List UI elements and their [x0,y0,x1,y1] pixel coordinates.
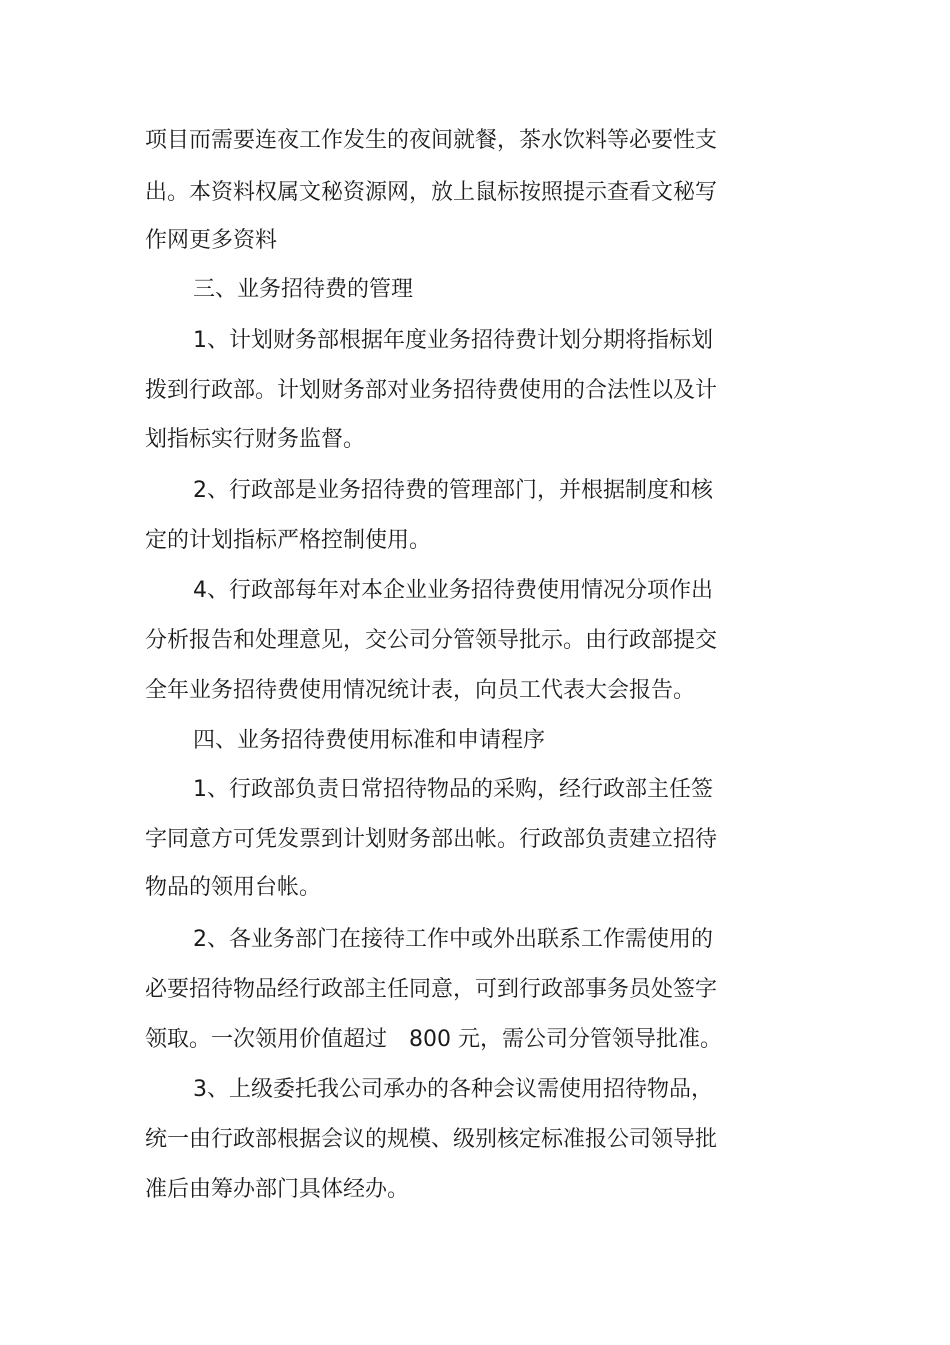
text-line: 全年业务招待费使用情况统计表，向员工代表大会报告。 [145,678,696,703]
text-line: 准后由筹办部门具体经办。 [145,1177,410,1202]
section-heading: 四、业务招待费使用标准和申请程序 [193,728,546,753]
text-line: 拨到行政部。计划财务部对业务招待费使用的合法性以及计 [145,378,718,403]
text-line: 1、计划财务部根据年度业务招待费计划分期将指标划 [193,328,713,353]
text-line: 必要招待物品经行政部主任同意，可到行政部事务员处签字 [145,977,718,1002]
section-heading: 三、业务招待费的管理 [193,277,414,302]
text-line: 作网更多资料 [145,228,278,253]
text-line: 定的计划指标严格控制使用。 [145,528,432,553]
text-line: 项目而需要连夜工作发生的夜间就餐，茶水饮料等必要性支 [145,128,718,153]
text-line: 3、上级委托我公司承办的各种会议需使用招待物品， [193,1077,713,1102]
text-line: 划指标实行财务监督。 [145,427,366,452]
text-line: 字同意方可凭发票到计划财务部出帐。行政部负责建立招待 [145,827,718,852]
text-line: 出。本资料权属文秘资源网，放上鼠标按照提示查看文秘写 [145,180,718,205]
text-line: 统一由行政部根据会议的规模、级别核定标准报公司领导批 [145,1127,718,1152]
text-line: 物品的领用台帐。 [145,875,322,900]
text-line: 2、各业务部门在接待工作中或外出联系工作需使用的 [193,927,713,952]
text-line: 领取。一次领用价值超过 800 元，需公司分管领导批准。 [145,1027,722,1052]
text-line: 4、行政部每年对本企业业务招待费使用情况分项作出 [193,578,713,603]
text-line: 2、行政部是业务招待费的管理部门，并根据制度和核 [193,478,713,503]
text-line: 分析报告和处理意见，交公司分管领导批示。由行政部提交 [145,628,718,653]
text-line: 1、行政部负责日常招待物品的采购，经行政部主任签 [193,777,713,802]
